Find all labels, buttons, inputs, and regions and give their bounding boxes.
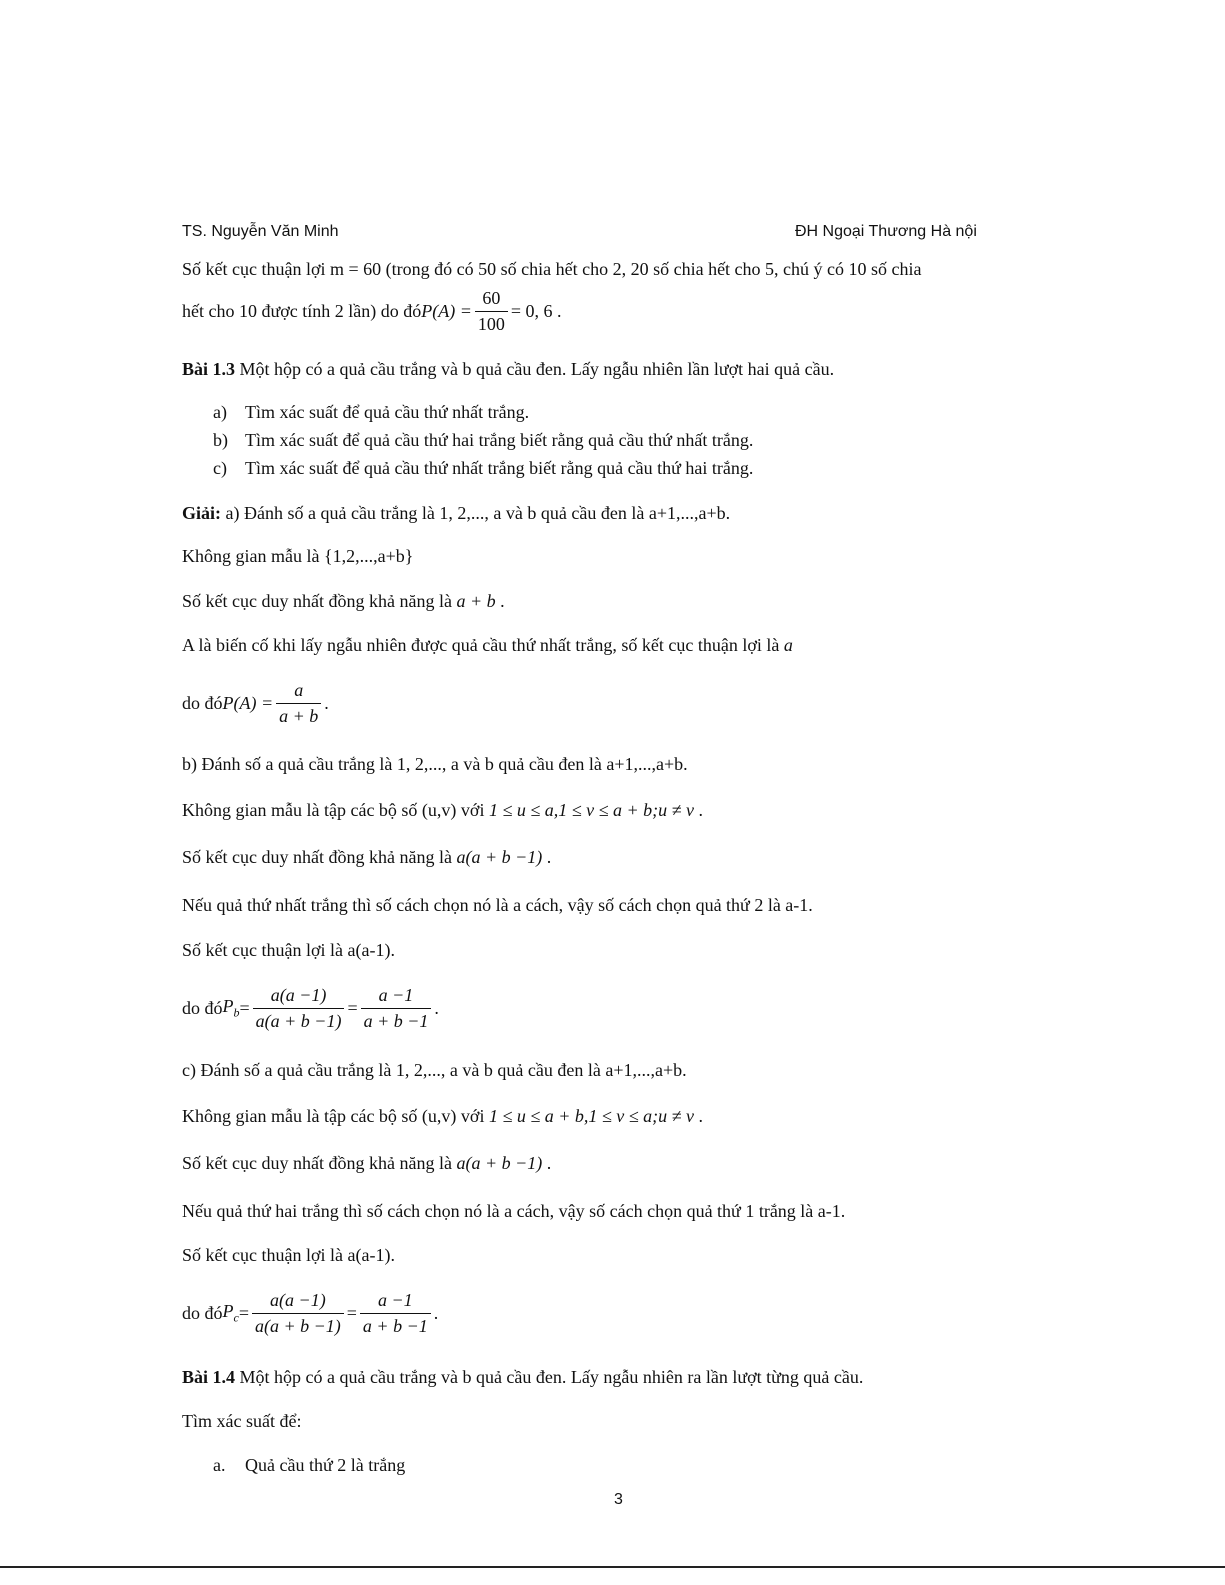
solution-b-probability [182, 985, 439, 1032]
bai14-prompt: Tìm xác suất để: [182, 1411, 302, 1431]
space-math: 1 ≤ u ≤ a,1 ≤ v ≤ a + b;u ≠ v [488, 800, 694, 820]
equals-sign: = [346, 1303, 357, 1323]
pa-fraction [475, 288, 508, 335]
count-text: Số kết cục duy nhất đồng khả năng là [182, 847, 457, 867]
pb-f1-numerator: a(a −1) [270, 985, 327, 1005]
pa-fraction [276, 680, 321, 727]
bai13-item-c [213, 458, 753, 479]
count-math: a(a + b −1) [456, 1153, 543, 1173]
solution-b-line: b) Đánh số a quả cầu trắng là 1, 2,..., a và b quả cầu đen là a+1,...,a+b. [182, 754, 688, 774]
pc-f1-denominator: a(a + b −1) [252, 1313, 344, 1337]
page-number: 3 [614, 1491, 623, 1508]
item-marker: b) [213, 430, 228, 450]
bai13-item-a [213, 402, 529, 423]
pb-subscript: b [233, 1005, 240, 1020]
pb-lhs [223, 996, 240, 1021]
pb-fraction-2 [361, 985, 432, 1032]
equals-sign: = [347, 998, 358, 1018]
item-text: Tìm xác suất để quả cầu thứ hai trắng biết rằng quả cầu thứ nhất trắng. [245, 430, 754, 450]
event-math: a [783, 635, 793, 655]
count-end: . [542, 1153, 552, 1173]
count-text: Số kết cục duy nhất đồng khả năng là [182, 1153, 457, 1173]
solution-c-space [182, 1106, 703, 1127]
bai14-item-a [213, 1455, 405, 1476]
do-do-text: do đó [182, 1303, 223, 1323]
item-marker: a) [213, 402, 227, 422]
solution-a-text: a) Đánh số a quả cầu trắng là 1, 2,..., a và b quả cầu đen là a+1,...,a+b. [221, 503, 731, 523]
solution-a-probability [182, 680, 329, 727]
pc-fraction-1 [252, 1290, 344, 1337]
solution-a-space: Không gian mẫu là {1,2,...,a+b} [182, 546, 414, 566]
solution-label: Giải: [182, 503, 221, 523]
count-end: . [495, 591, 505, 611]
pc-symbol: P [222, 1301, 234, 1322]
intro-line-2-text: hết cho 10 được tính 2 lần) do đó [182, 301, 422, 321]
bai14-label: Bài 1.4 [182, 1367, 236, 1387]
pa-denominator: a + b [276, 703, 321, 727]
count-text: Số kết cục duy nhất đồng khả năng là [182, 591, 457, 611]
solution-a-line [182, 503, 730, 524]
pb-f2-denominator: a + b −1 [361, 1008, 432, 1032]
space-end: . [693, 1106, 703, 1126]
pc-fraction-2 [360, 1290, 431, 1337]
equals-sign: = [239, 998, 250, 1018]
count-math: a + b [456, 591, 496, 611]
item-marker: c) [213, 458, 227, 478]
do-do-text: do đó [182, 693, 223, 713]
intro-line-2 [182, 288, 562, 335]
intro-line-1: Số kết cục thuận lợi m = 60 (trong đó có 50 số chia hết cho 2, 20 số chia hết cho 5, chú ý có 10 số chia [182, 259, 922, 279]
pc-lhs [223, 1301, 239, 1326]
solution-c-count [182, 1153, 551, 1174]
do-do-text: do đó [182, 998, 223, 1018]
item-marker: a. [213, 1455, 226, 1475]
item-text: Tìm xác suất để quả cầu thứ nhất trắng. [245, 402, 530, 422]
item-text: Quả cầu thứ 2 là trắng [245, 1455, 406, 1475]
bai13-item-b [213, 430, 753, 451]
pb-symbol: P [222, 996, 234, 1017]
event-text: A là biến cố khi lấy ngẫu nhiên được quả cầu thứ nhất trắng, số kết cục thuận lợi là [182, 635, 784, 655]
solution-c-choice: Nếu quả thứ hai trắng thì số cách chọn nó là a cách, vậy số cách chọn quả thứ 1 trắng là a-1. [182, 1201, 846, 1221]
solution-b-count [182, 847, 551, 868]
space-text: Không gian mẫu là tập các bộ số (u,v) với [182, 800, 489, 820]
solution-b-choice: Nếu quả thứ nhất trắng thì số cách chọn nó là a cách, vậy số cách chọn quả thứ 2 là a-1. [182, 895, 813, 915]
count-math: a(a + b −1) [456, 847, 543, 867]
pb-fraction-1 [253, 985, 345, 1032]
pa-numerator: 60 [482, 288, 501, 308]
solution-c-favorable: Số kết cục thuận lợi là a(a-1). [182, 1245, 395, 1265]
solution-b-favorable: Số kết cục thuận lợi là a(a-1). [182, 940, 395, 960]
pc-f2-denominator: a + b −1 [360, 1313, 431, 1337]
header-author: TS. Nguyễn Văn Minh [182, 223, 339, 240]
header-institution: ĐH Ngoại Thương Hà nội [795, 223, 977, 240]
bai13-label: Bài 1.3 [182, 359, 236, 379]
count-end: . [542, 847, 552, 867]
pc-subscript: c [233, 1310, 239, 1325]
bai14-text: Một hộp có a quả cầu trắng và b quả cầu đen. Lấy ngẫu nhiên ra lần lượt từng quả cầu. [235, 1367, 864, 1387]
space-end: . [693, 800, 703, 820]
pa-denominator: 100 [475, 311, 508, 335]
bai14-statement [182, 1367, 863, 1388]
pb-end: . [434, 998, 439, 1018]
bai13-text: Một hộp có a quả cầu trắng và b quả cầu đen. Lấy ngẫu nhiên lần lượt hai quả cầu. [235, 359, 835, 379]
pa-numerator: a [294, 680, 304, 700]
space-math: 1 ≤ u ≤ a + b,1 ≤ v ≤ a;u ≠ v [488, 1106, 694, 1126]
pb-f1-denominator: a(a + b −1) [253, 1008, 345, 1032]
item-text: Tìm xác suất để quả cầu thứ nhất trắng biết rằng quả cầu thứ hai trắng. [245, 458, 754, 478]
pa-lhs: P(A) = [222, 693, 274, 713]
pc-f2-numerator: a −1 [377, 1290, 413, 1310]
solution-a-event [182, 635, 793, 656]
pc-f1-numerator: a(a −1) [270, 1290, 326, 1310]
solution-c-line: c) Đánh số a quả cầu trắng là 1, 2,..., a và b quả cầu đen là a+1,...,a+b. [182, 1060, 687, 1080]
solution-c-probability [182, 1290, 438, 1337]
pc-end: . [433, 1303, 439, 1323]
page-bottom-divider [0, 1566, 1225, 1568]
solution-a-count [182, 591, 505, 612]
equals-sign: = [238, 1303, 249, 1323]
space-text: Không gian mẫu là tập các bộ số (u,v) với [182, 1106, 489, 1126]
pa-end: . [324, 693, 329, 713]
bai13-statement [182, 359, 834, 380]
pa-lhs: P(A) = [421, 301, 472, 321]
pb-f2-numerator: a −1 [378, 985, 414, 1005]
solution-b-space [182, 800, 703, 821]
pa-rhs: = 0, 6 . [510, 301, 562, 321]
